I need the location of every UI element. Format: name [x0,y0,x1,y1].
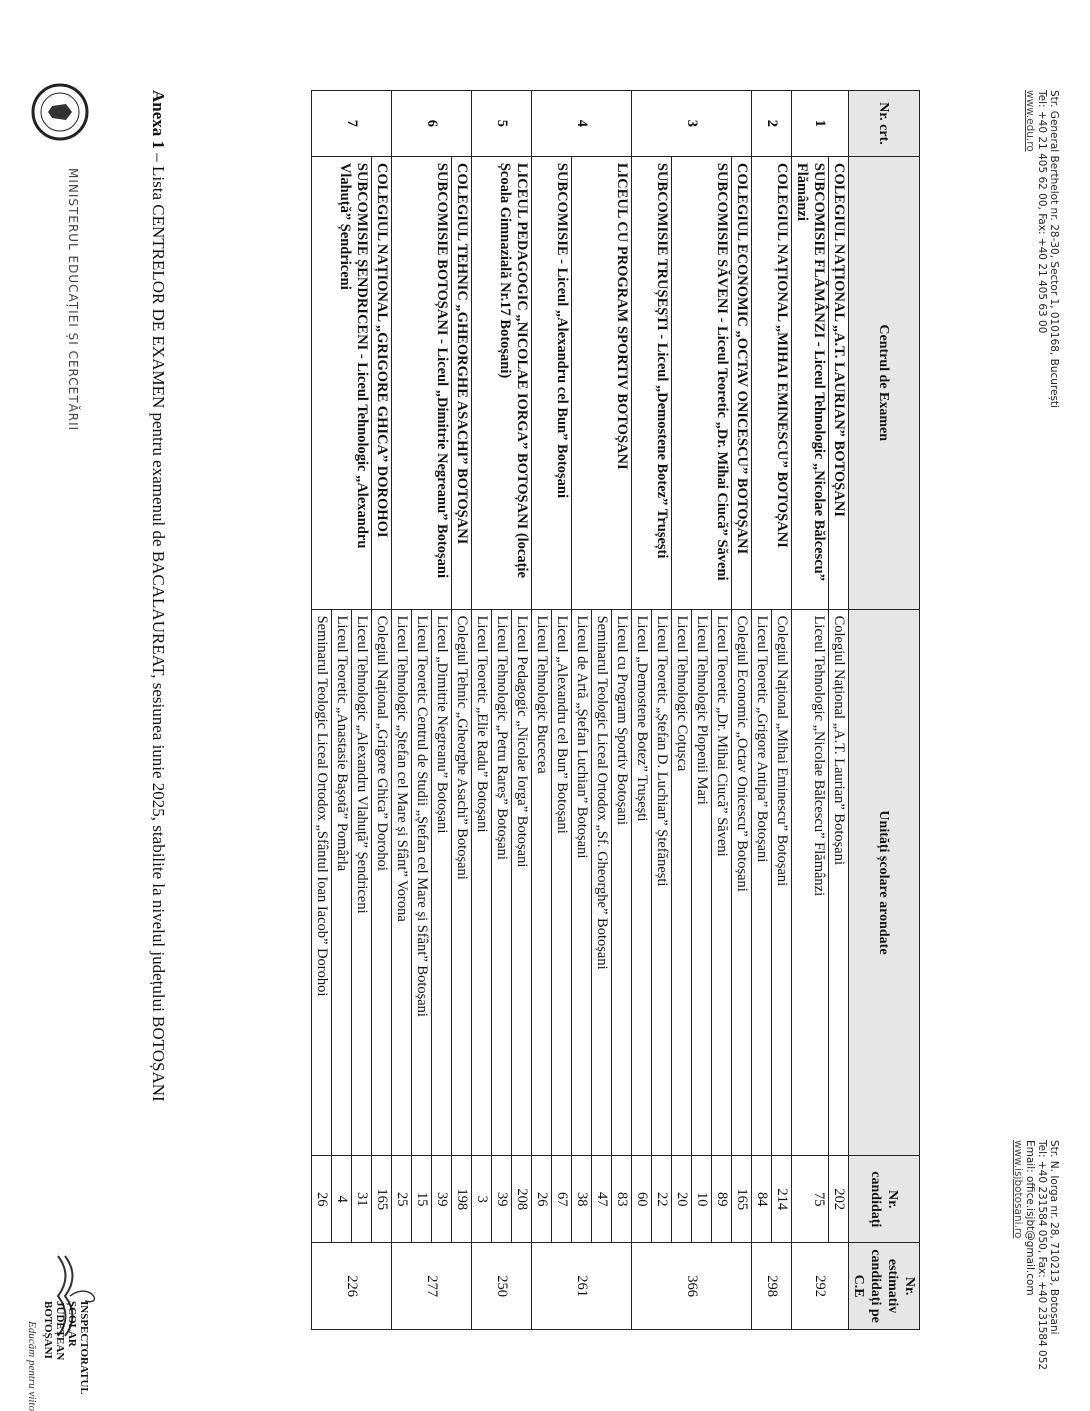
exam-center-name: LICEUL CU PROGRAM SPORTIV BOTOȘANI [572,156,632,609]
exam-center-name: COLEGIUL NAȚIONAL „A.T. LAURIAN” BOTOȘANI [829,156,849,609]
table-row [552,91,572,1330]
header-unitati: Unități școlare arondate [849,609,920,1156]
table-row [772,91,792,1330]
header-candidati: Nr. candidați [849,1156,920,1243]
exam-center-name: SUBCOMISIE FLĂMÂNZI - Liceul Tehnologic „Nicolae Bălcescu” Flămânzi [792,156,829,609]
exam-center-name: COLEGIUL ECONOMIC „OCTAV ONICESCU” BOTOȘANI [732,156,752,609]
table-row [652,91,672,1330]
school-unit: Liceul Teoretic „Elie Radu” Botoșani [472,609,492,1156]
school-unit: Seminarul Teologic Liceal Ortodox „Sf. Gheorghe” Botoșani [592,609,612,1156]
school-unit: Liceul „Demostene Botez” Trușești [632,609,652,1156]
table-header-row [849,91,920,1330]
school-unit: Liceul de Artă „Ștefan Luchian” Botoșani [572,609,592,1156]
candidate-count: 89 [712,1156,732,1243]
school-unit: Liceul cu Program Sportiv Botoșani [612,609,632,1156]
school-unit: Liceul Tehnologic Bucecea [532,609,552,1156]
exam-center-name: COLEGIUL NAȚIONAL „GRIGORE GHICA” DOROHOI [372,156,392,609]
candidate-count: 31 [352,1156,372,1243]
table-row [512,91,532,1330]
candidate-count: 60 [632,1156,652,1243]
isj-name [42,1301,90,1395]
footer-address: Str. General Berthelot nr. 28-30, Sector 1, 010168, București [1048,90,1060,408]
row-number: 1 [792,91,849,157]
candidate-count: 75 [792,1156,829,1243]
exam-center-name: LICEUL PEDAGOGIC „NICOLAE IORGA” BOTOȘANI (locație Școala Gimnazială Nr.17 Botoșani) [472,156,532,609]
candidate-count: 20 [672,1156,692,1243]
school-unit: Liceul Tehnologic „Alexandru Vlahuță” Șendriceni [352,609,372,1156]
footer-website-link[interactable]: www.edu.ro [1024,90,1036,152]
estimated-total: 366 [632,1243,752,1330]
candidate-count: 165 [732,1156,752,1243]
footer-email[interactable]: Email: office.isjbt@gmail.com [1024,1140,1036,1296]
candidate-count: 214 [772,1156,792,1243]
estimated-total: 292 [792,1243,849,1330]
school-unit: Liceul Tehnologic „Ștefan cel Mare și Sfânt” Vorona [392,609,412,1156]
school-unit: Liceul „Dimitrie Negreanu” Botoșani [432,609,452,1156]
table-row [352,91,372,1330]
school-unit: Liceul Teoretic „Grigore Antipa” Botoșani [752,609,772,1156]
school-unit: Liceul Teoretic „Ștefan D. Luchian” Ștefănești [652,609,672,1156]
school-unit: Colegiul Național „A.T. Laurian” Botoșani [829,609,849,1156]
row-number: 3 [632,91,752,157]
isj-name-line: JUDEȚEAN [54,1301,66,1361]
candidate-count: 38 [572,1156,592,1243]
isj-footer [1012,1140,1060,1370]
school-unit: Liceul „Alexandru cel Bun” Botoșani [552,609,572,1156]
header-nr: Nr. crt. [849,91,920,157]
school-unit: Colegiul Național „Grigore Ghica” Dorohoi [372,609,392,1156]
candidate-count: 4 [332,1156,352,1243]
footer-phone: Tel: +40 231584 050, Fax: +40 231584 052 [1036,1140,1048,1371]
candidate-count: 22 [652,1156,672,1243]
title-text: – Lista CENTRELOR DE EXAMEN pentru examenul de BACALAUREAT, sesiunea iunie 2025, stabilite la nivelul județului BOTOȘANI [149,149,168,1102]
candidate-count: 165 [372,1156,392,1243]
row-number: 4 [532,91,632,157]
exam-center-name: COLEGIUL TEHNIC „GHEORGHE ASACHI” BOTOȘANI [452,156,472,609]
estimated-total: 298 [752,1243,792,1330]
table-row [612,91,632,1330]
school-unit: Liceul Teoretic „Anastasie Bașotă” Pomârla [332,609,352,1156]
candidate-count: 26 [312,1156,332,1243]
government-seal-icon [34,82,90,142]
table-row [372,91,392,1330]
row-number: 2 [752,91,792,157]
school-unit: Liceul Teoretic Centrul de Studii „Ștefan cel Mare și Sfânt” Botoșani [412,609,432,1156]
header-centru: Centrul de Examen [849,156,920,609]
exam-center-name: SUBCOMISIE SĂVENI - Liceul Teoretic „Dr. Mihai Ciucă” Săveni [672,156,732,609]
isj-name-line: BOTOȘANI [42,1301,54,1359]
annex-label: Anexa 1 [149,90,168,150]
candidate-count: 39 [492,1156,512,1243]
table-row [732,91,752,1330]
school-unit: Liceul Pedagogic „Nicolae Iorga” Botoșani [512,609,532,1156]
estimated-total: 261 [532,1243,632,1330]
school-unit: Liceul Tehnologic „Nicolae Bălcescu” Flămânzi [792,609,829,1156]
candidate-count: 26 [532,1156,552,1243]
school-unit: Liceul Tehnologic Plopenii Mari [692,609,712,1156]
candidate-count: 67 [552,1156,572,1243]
isj-name-line: ȘCOLAR [66,1301,78,1347]
candidate-count: 39 [432,1156,452,1243]
school-unit: Liceul Tehnologic „Petru Rareș” Botoșani [492,609,512,1156]
footer-website-link[interactable]: www.isjbotosani.ro [1012,1140,1024,1239]
school-unit: Seminarul Teologic Liceal Ortodox „Sfântul Ioan Iacob” Dorohoi [312,609,332,1156]
candidate-count: 15 [412,1156,432,1243]
candidate-count: 83 [612,1156,632,1243]
row-number: 5 [472,91,532,157]
row-number: 7 [312,91,392,157]
candidate-count: 202 [829,1156,849,1243]
isj-name-line: INSPECTORATUL [78,1301,90,1395]
table-row [792,91,829,1330]
page-title [148,90,168,1330]
table-row [452,91,472,1330]
row-number: 6 [392,91,472,157]
footer-phone: Tel: +40 21 405 62 00, Fax: +40 21 405 63 00 [1036,90,1048,334]
footer-address: Str. N. Iorga nr. 28, 710213, Botoșani [1048,1140,1060,1335]
table-row [829,91,849,1330]
ministry-name: MINISTERUL EDUCAȚIEI ȘI CERCETĂRII [66,168,80,432]
exam-center-name: SUBCOMISIE TRUȘEȘTI - Liceul „Demostene Botez” Trușești [632,156,672,609]
table-row [712,91,732,1330]
isj-slogan: Educăm pentru viito [26,1321,38,1411]
candidate-count: 3 [472,1156,492,1243]
exam-center-name: SUBCOMISIE ȘENDRICENI - Liceul Tehnologic „Alexandru Vlahuță” Șendriceni [312,156,372,609]
candidate-count: 25 [392,1156,412,1243]
candidate-count: 208 [512,1156,532,1243]
candidate-count: 198 [452,1156,472,1243]
candidate-count: 47 [592,1156,612,1243]
school-unit: Liceul Tehnologic Coțușca [672,609,692,1156]
estimated-total: 226 [312,1243,392,1330]
header-estimativ: Nr. estimativ candidați pe C.E [849,1243,920,1330]
estimated-total: 277 [392,1243,472,1330]
ministry-footer [1024,90,1060,408]
table-row [432,91,452,1330]
school-unit: Colegiul Național „Mihai Eminescu” Botoșani [772,609,792,1156]
exam-centers-table [311,90,920,1330]
exam-center-name: COLEGIUL NAȚIONAL „MIHAI EMINESCU” BOTOȘANI [752,156,792,609]
exam-center-name: SUBCOMISIE BOTOȘANI - Liceul „Dimitrie Negreanu” Botoșani [392,156,452,609]
exam-center-name: SUBCOMISIE - Liceul „Alexandru cel Bun” Botoșani [532,156,572,609]
candidate-count: 84 [752,1156,772,1243]
school-unit: Liceul Teoretic „Dr. Mihai Ciucă” Săveni [712,609,732,1156]
candidate-count: 10 [692,1156,712,1243]
school-unit: Colegiul Tehnic „Gheorghe Asachi” Botoșani [452,609,472,1156]
estimated-total: 250 [472,1243,532,1330]
school-unit: Colegiul Economic „Octav Onicescu” Botoșani [732,609,752,1156]
